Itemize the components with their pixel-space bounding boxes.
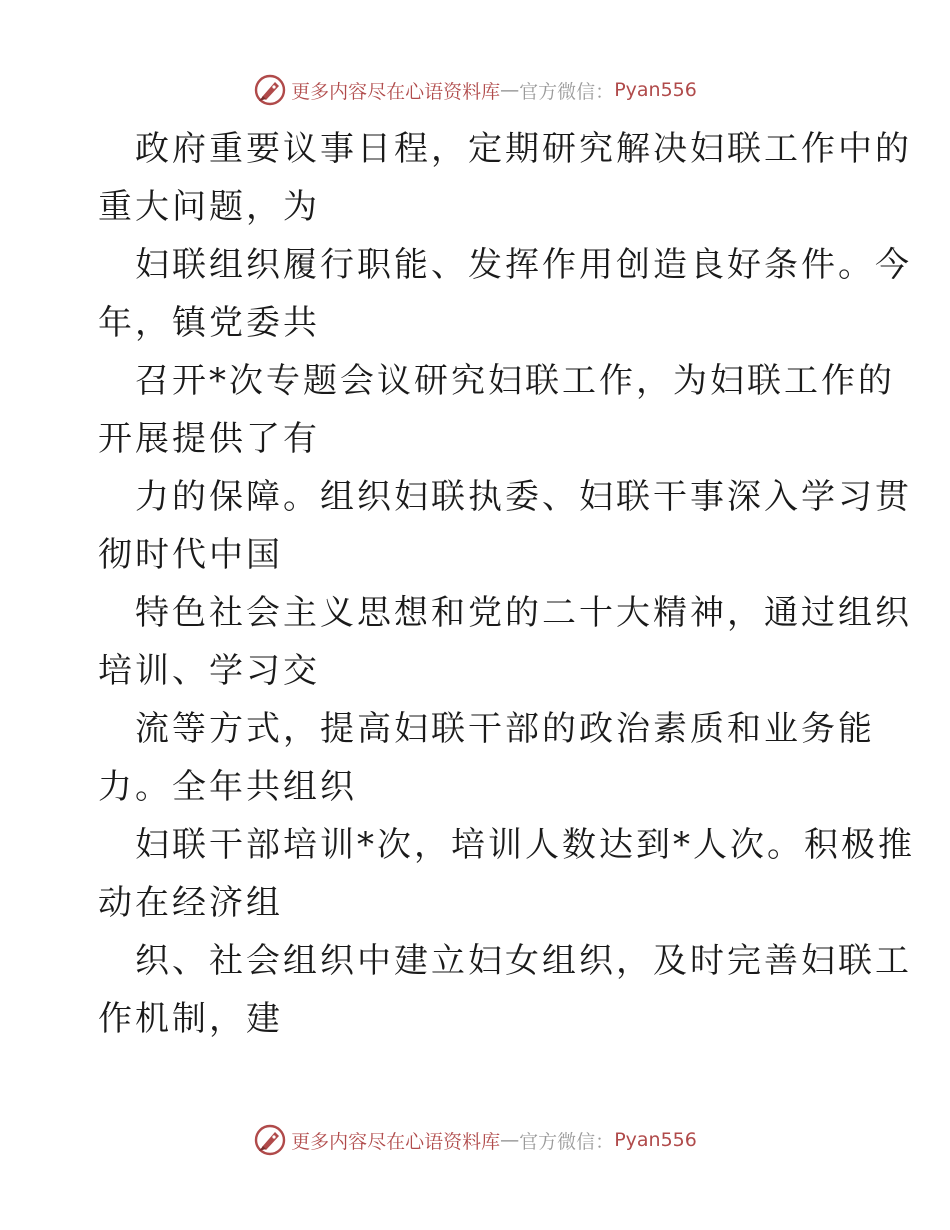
wechat-label: 官方微信：	[519, 80, 615, 103]
site-promo-text: 更多内容尽在心语资料库	[291, 80, 501, 103]
body-line: 动在经济组	[98, 883, 283, 923]
site-promo-text: 更多内容尽在心语资料库	[291, 1130, 501, 1153]
document-body	[98, 120, 915, 1048]
banner-separator: —	[500, 1129, 520, 1151]
header-banner	[0, 70, 950, 110]
body-line: 年，镇党委共	[98, 303, 320, 343]
banner-separator: —	[500, 79, 520, 101]
body-line: 彻时代中国	[98, 535, 283, 575]
pen-nib-logo-icon	[253, 1123, 287, 1157]
body-line: 开展提供了有	[98, 419, 320, 459]
body-line: 特色社会主义思想和党的二十大精神，通过组织	[135, 593, 912, 633]
body-line: 流等方式，提高妇联干部的政治素质和业务能	[135, 709, 875, 749]
body-line: 作机制，建	[98, 999, 283, 1039]
wechat-id: Pyan556	[614, 79, 697, 101]
body-line: 妇联组织履行职能、发挥作用创造良好条件。今	[135, 245, 912, 285]
footer-banner	[0, 1120, 950, 1160]
body-line: 政府重要议事日程，定期研究解决妇联工作中的	[135, 129, 912, 169]
body-line: 召开*次专题会议研究妇联工作，为妇联工作的	[135, 361, 895, 401]
body-line: 织、社会组织中建立妇女组织，及时完善妇联工	[135, 941, 912, 981]
body-line: 力。全年共组织	[98, 767, 357, 807]
body-line: 培训、学习交	[98, 651, 320, 691]
pen-nib-logo-icon	[253, 73, 287, 107]
wechat-id: Pyan556	[614, 1129, 697, 1151]
body-line: 重大问题，为	[98, 187, 320, 227]
body-line: 力的保障。组织妇联执委、妇联干事深入学习贯	[135, 477, 912, 517]
wechat-label: 官方微信：	[519, 1130, 615, 1153]
body-line: 妇联干部培训*次，培训人数达到*人次。积极推	[135, 825, 915, 865]
